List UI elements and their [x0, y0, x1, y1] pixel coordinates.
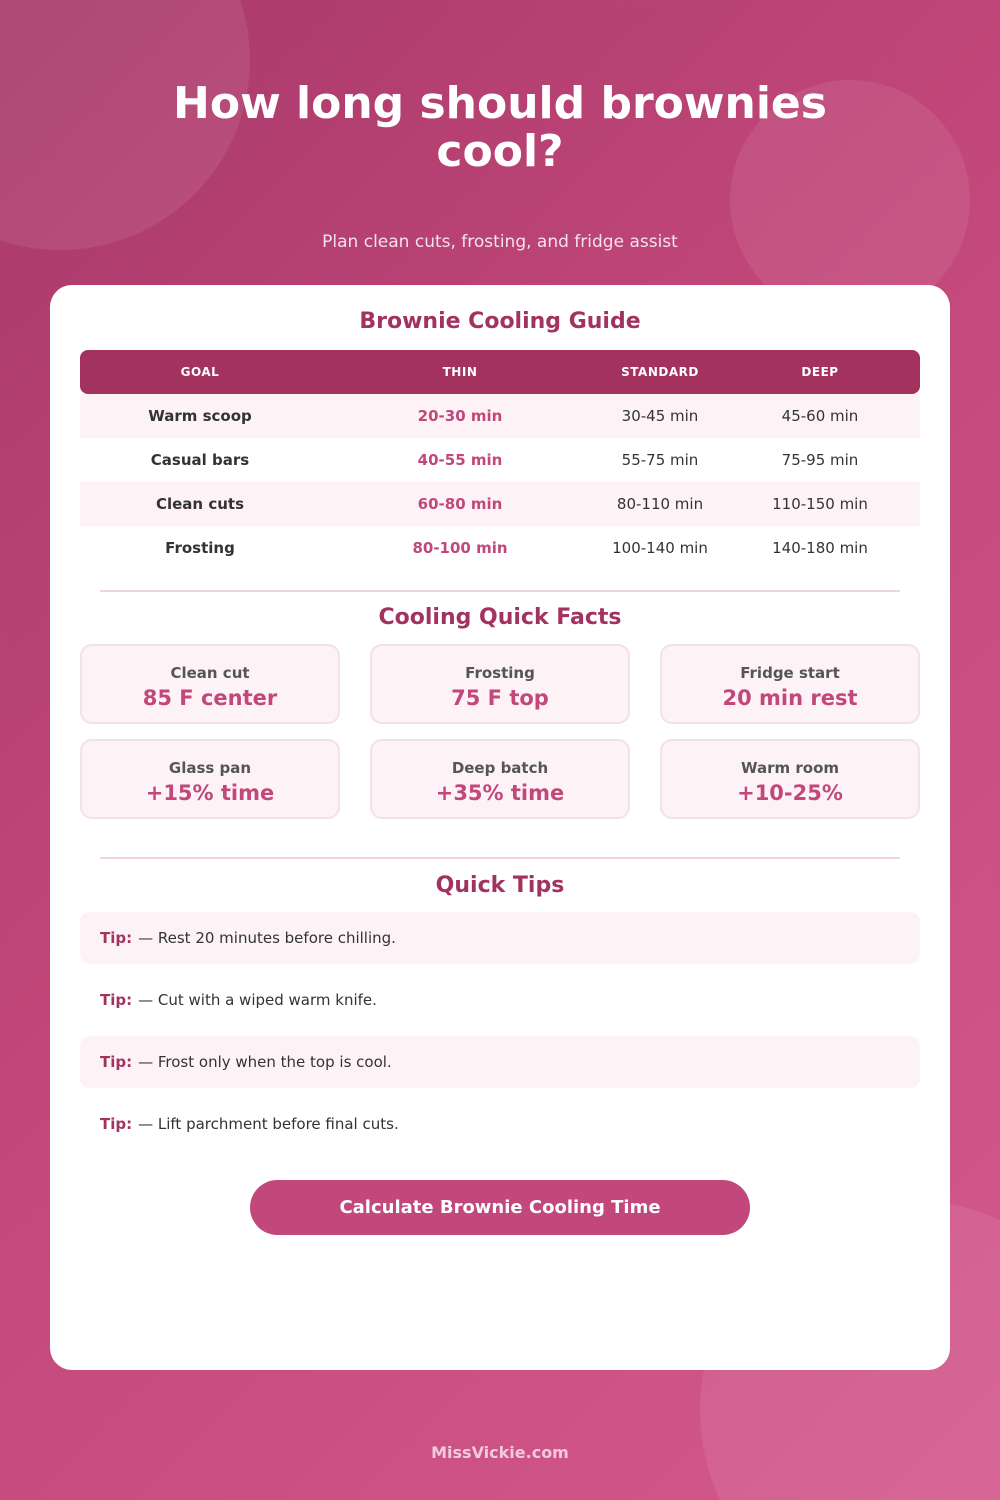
tips-title: Quick Tips	[435, 873, 565, 898]
table-row	[80, 526, 920, 570]
tip-text: — Lift parchment before final cuts.	[138, 1115, 399, 1133]
tip-text: — Frost only when the top is cool.	[138, 1053, 392, 1071]
tip-text: — Cut with a wiped warm knife.	[138, 991, 377, 1009]
fact-label: Deep batch	[451, 759, 549, 777]
table-row	[80, 394, 920, 438]
fact-card	[370, 739, 630, 819]
standard-cell: 100-140 min	[612, 539, 708, 557]
page-title: How long should brownies cool?	[173, 78, 827, 177]
fact-card	[80, 739, 340, 819]
guide-title: Brownie Cooling Guide	[359, 309, 641, 334]
tip-item	[80, 1036, 920, 1088]
goal-cell: Frosting	[165, 539, 235, 557]
tip-item	[80, 1098, 920, 1150]
tip-label: Tip:	[100, 991, 133, 1009]
calculate-cooling-time-button[interactable]: Calculate Brownie Cooling Time	[250, 1180, 750, 1235]
tip-text: — Rest 20 minutes before chilling.	[138, 929, 396, 947]
fact-label: Warm room	[740, 759, 840, 777]
fact-value: +35% time	[435, 781, 565, 805]
header-standard: STANDARD	[621, 365, 699, 379]
fact-card	[660, 739, 920, 819]
header-goal: GOAL	[180, 365, 220, 379]
fact-label: Fridge start	[740, 664, 840, 682]
deep-cell: 45-60 min	[781, 407, 859, 425]
page-subtitle: Plan clean cuts, frosting, and fridge assist	[322, 232, 678, 252]
goal-cell: Clean cuts	[155, 495, 244, 513]
table-header	[80, 350, 920, 394]
tip-item	[80, 912, 920, 964]
thin-cell: 80-100 min	[412, 539, 508, 557]
tip-label: Tip:	[100, 1115, 133, 1133]
deep-cell: 110-150 min	[772, 495, 868, 513]
header-thin: THIN	[442, 365, 478, 379]
fact-value: 75 F top	[451, 686, 549, 710]
standard-cell: 80-110 min	[616, 495, 704, 513]
fact-value: +10-25%	[737, 781, 843, 805]
fact-card	[370, 644, 630, 724]
standard-cell: 30-45 min	[621, 407, 699, 425]
deep-cell: 140-180 min	[772, 539, 868, 557]
facts-title: Cooling Quick Facts	[378, 605, 622, 630]
thin-cell: 20-30 min	[417, 407, 503, 425]
header-deep: DEEP	[801, 365, 839, 379]
section-divider	[100, 590, 900, 592]
fact-card	[80, 644, 340, 724]
tip-item	[80, 974, 920, 1026]
fact-label: Clean cut	[170, 664, 250, 682]
thin-cell: 60-80 min	[417, 495, 503, 513]
deep-cell: 75-95 min	[781, 451, 859, 469]
thin-cell: 40-55 min	[417, 451, 503, 469]
fact-label: Frosting	[465, 664, 535, 682]
content-card	[50, 285, 950, 1370]
section-divider	[100, 857, 900, 859]
fact-value: 85 F center	[142, 686, 278, 710]
goal-cell: Casual bars	[150, 451, 250, 469]
goal-cell: Warm scoop	[148, 407, 252, 425]
fact-card	[660, 644, 920, 724]
table-row	[80, 482, 920, 526]
tip-label: Tip:	[100, 1053, 133, 1071]
table-row	[80, 438, 920, 482]
fact-value: 20 min rest	[722, 686, 858, 710]
fact-label: Glass pan	[168, 759, 252, 777]
tip-label: Tip:	[100, 929, 133, 947]
fact-value: +15% time	[145, 781, 275, 805]
standard-cell: 55-75 min	[621, 451, 699, 469]
footer-site-name[interactable]: MissVickie.com	[431, 1443, 569, 1462]
cooling-table	[80, 350, 920, 570]
